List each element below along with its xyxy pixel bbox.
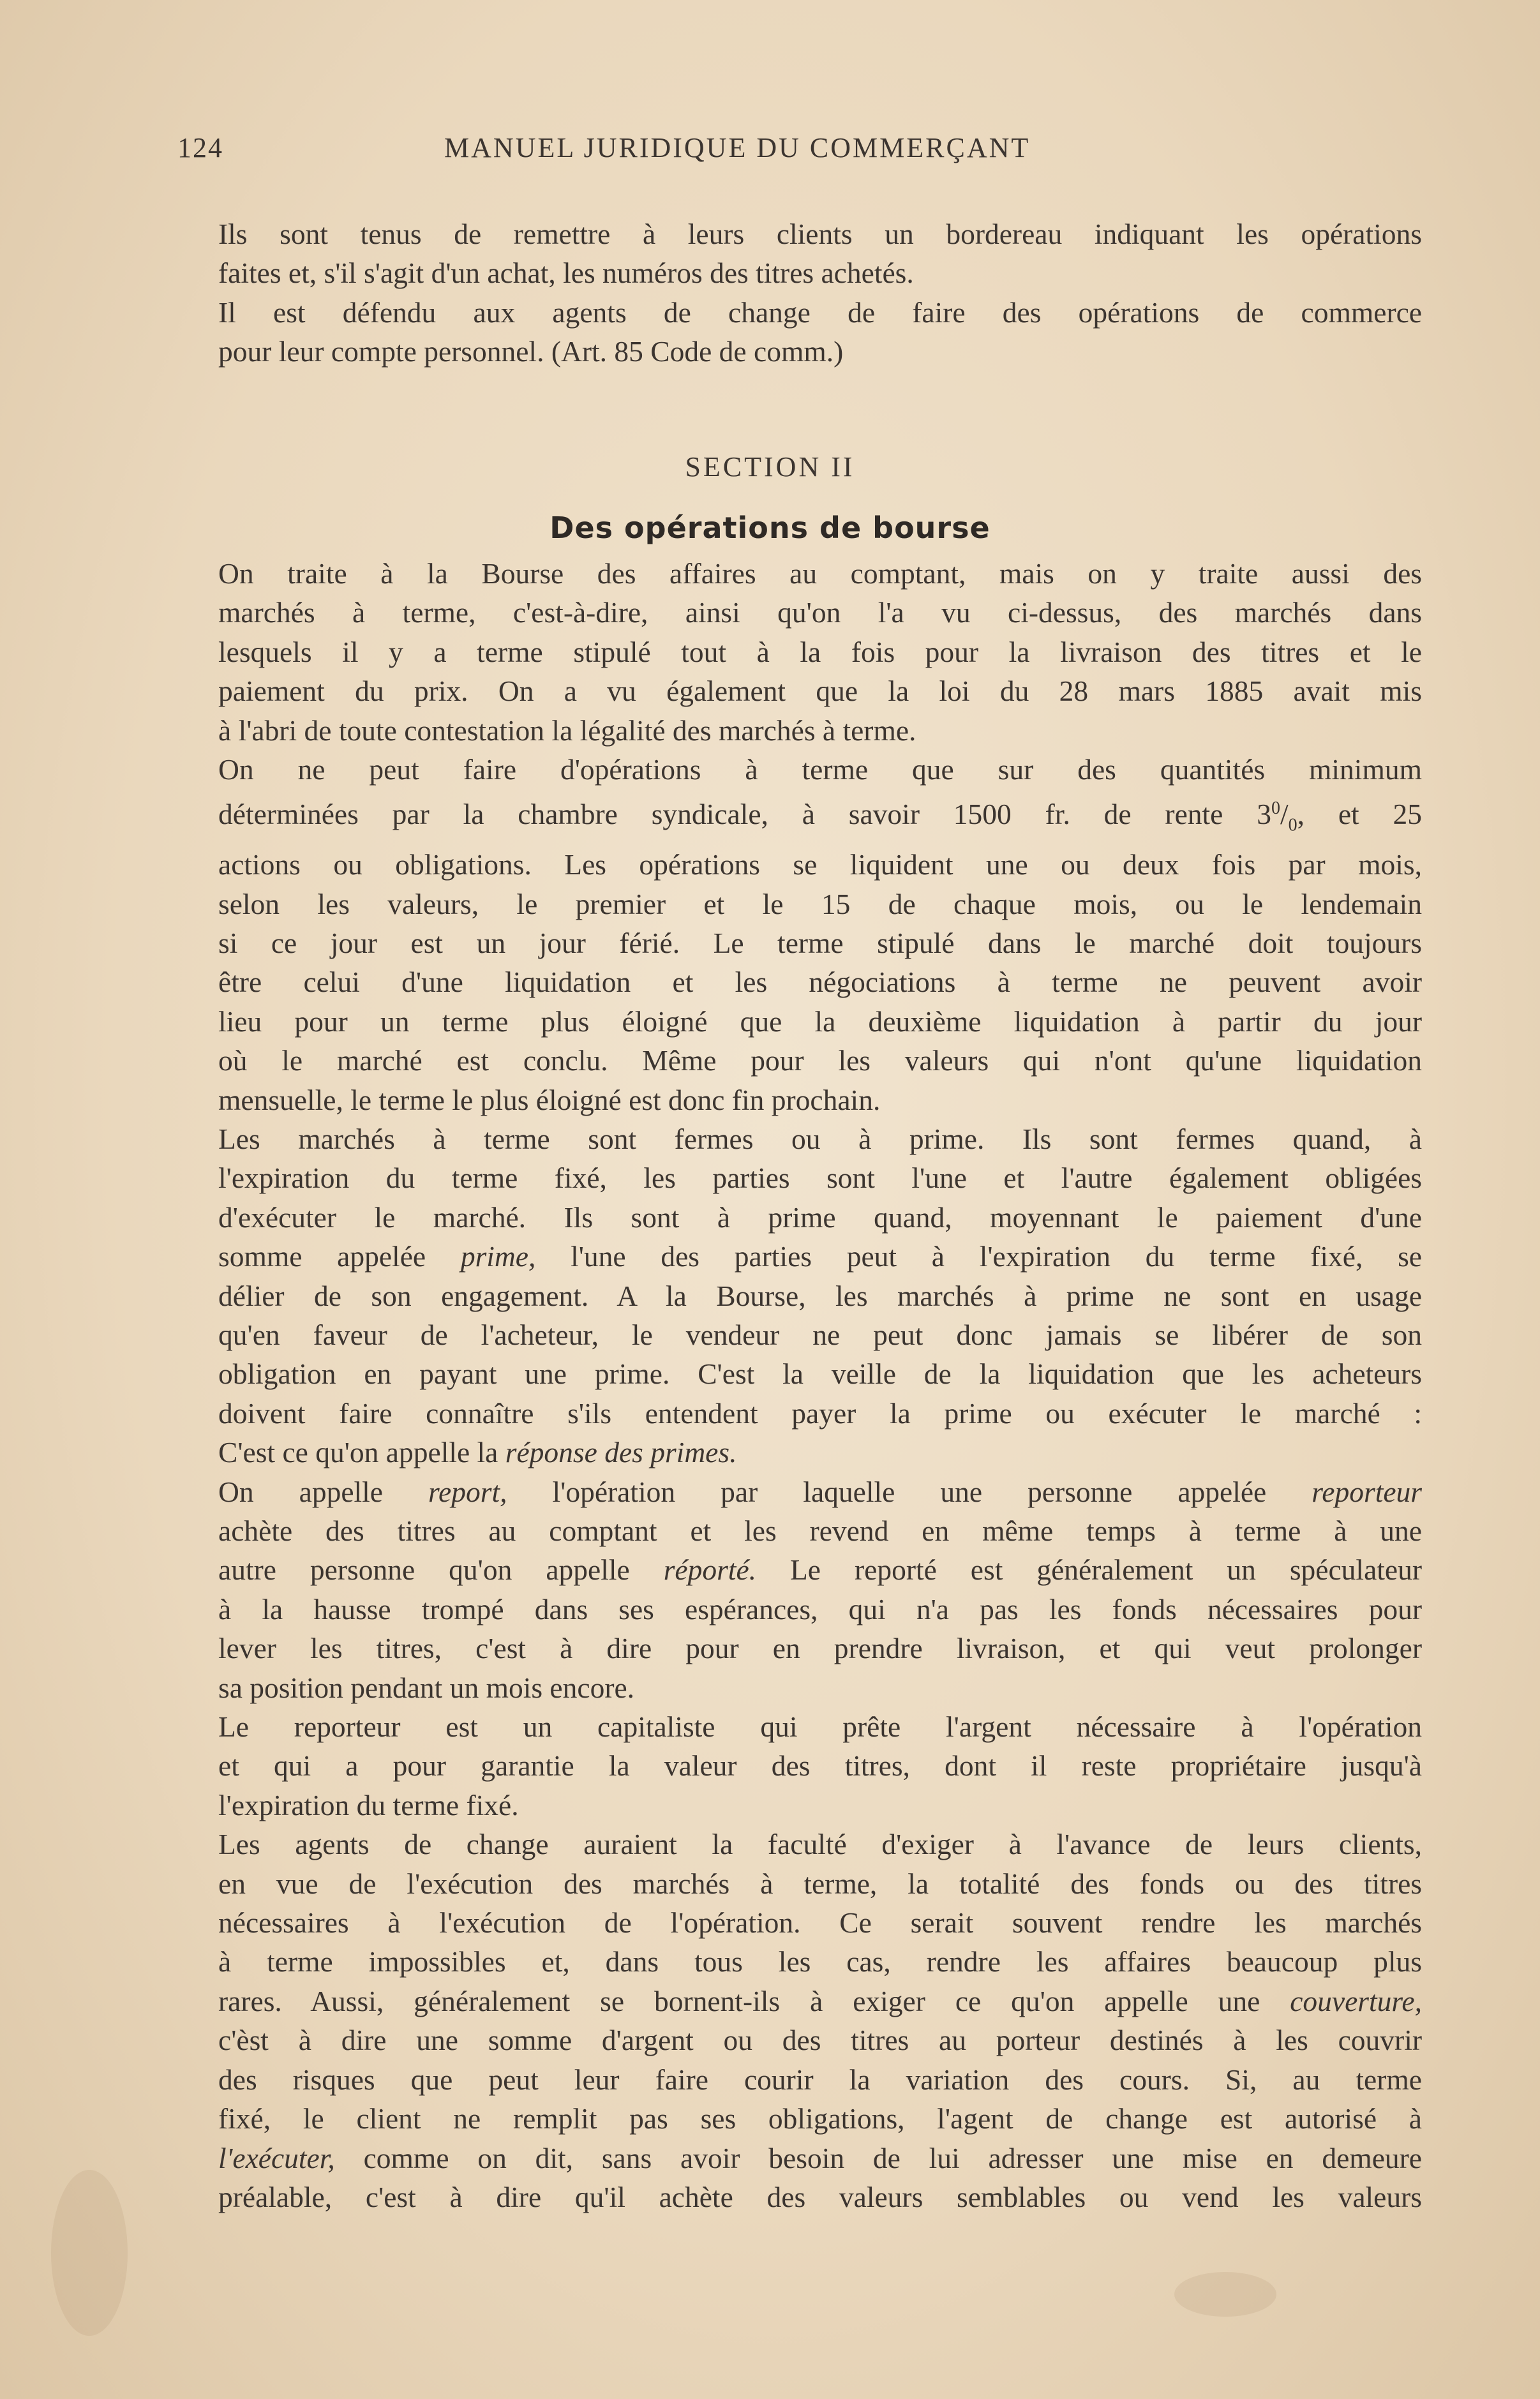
text-line: mensuelle, le terme le plus éloigné est donc fin prochain. [218, 1083, 881, 1116]
text-line: d'exécuter le marché. Ils sont à prime quand, moyennant le paiement d'une [218, 1200, 1422, 1234]
text-line: à terme impossibles et, dans tous les cas, rendre les affaires beaucoup plus [218, 1945, 1422, 1978]
text-line: fixé, le client ne remplit pas ses obligations, l'agent de change est autorisé à [218, 2102, 1422, 2135]
text-line: lever les titres, c'est à dire pour en prendre livraison, et qui veut prolonger [218, 1632, 1422, 1665]
section-label: SECTION II [685, 451, 855, 482]
text-line [177, 789, 1422, 845]
text-line: selon les valeurs, le premier et le 15 de chaque mois, ou le lendemain [218, 887, 1422, 920]
italic-term: réporté. [663, 1553, 757, 1587]
text-line [177, 1433, 1422, 1472]
text-run: l'opération par laquelle une personne appelée [507, 1475, 1312, 1508]
text-line [177, 2139, 1422, 2178]
text-line: On traite à la Bourse des affaires au comptant, mais on y traite aussi des [218, 557, 1422, 590]
page-number: 124 [177, 132, 223, 163]
text-line: marchés à terme, c'est-à-dire, ainsi qu'on l'a vu ci-dessus, des marchés dans [218, 596, 1422, 629]
italic-term: report, [428, 1475, 507, 1508]
section-body [177, 554, 1422, 2216]
text-run: l'une des parties peut à l'expiration du terme fixé, se [535, 1240, 1422, 1273]
text-run: On appelle [218, 1475, 429, 1508]
text-line: Ils sont tenus de remettre à leurs clients un bordereau indiquant les opérations [218, 218, 1422, 250]
text-line: achète des titres au comptant et les revend en même temps à terme à une [218, 1514, 1422, 1547]
text-line: à la hausse trompé dans ses espérances, qui n'a pas les fonds nécessaires pour [218, 1592, 1422, 1625]
text-line: doivent faire connaître s'ils entendent payer la prime ou exécuter le marché : [218, 1396, 1422, 1430]
paragraph [177, 1825, 1422, 2216]
text-line: et qui a pour garantie la valeur des titres, dont il reste propriétaire jusqu'à [218, 1749, 1422, 1782]
text-run: Le reporté est généralement un spéculateur [756, 1553, 1423, 1587]
text-line [177, 1237, 1422, 1276]
paragraph [177, 554, 1422, 750]
section-title: Des opérations de bourse [549, 511, 991, 545]
text-line: si ce jour est un jour férié. Le terme stipulé dans le marché doit toujours [218, 926, 1422, 959]
text-line: c'èst à dire une somme d'argent ou des titres au porteur destinés à les couvrir [218, 2024, 1422, 2057]
paragraph [177, 214, 1422, 293]
paragraph [177, 1707, 1422, 1825]
text-run: rares. Aussi, généralement se bornent-ils à exiger ce qu'on appelle une [218, 1984, 1290, 2017]
intro-text [177, 214, 1422, 371]
italic-term: prime, [460, 1240, 536, 1273]
italic-term: couverture, [1290, 1984, 1422, 2017]
text-line: paiement du prix. On a vu également que la loi du 28 mars 1885 avait mis [218, 675, 1422, 708]
text-line: délier de son engagement. A la Bourse, les marchés à prime ne sont en usage [218, 1279, 1422, 1312]
text-run: somme appelée [218, 1240, 461, 1273]
paragraph [177, 293, 1422, 371]
text-line [177, 1550, 1422, 1589]
text-run: C'est ce qu'on appelle la [218, 1436, 505, 1469]
text-line: des risques que peut leur faire courir la variation des cours. Si, au terme [218, 2063, 1422, 2096]
text-line: Il est défendu aux agents de change de faire des opérations de commerce [218, 295, 1422, 329]
text-run: déterminées par la chambre syndicale, à savoir 1500 fr. de rente 3 [218, 798, 1271, 831]
text-line [177, 1982, 1422, 2021]
text-line: pour leur compte personnel. (Art. 85 Code de comm.) [218, 335, 844, 368]
paragraph [177, 1119, 1422, 1472]
text-line: Les marchés à terme sont fermes ou à prime. Ils sont fermes quand, à [218, 1122, 1422, 1155]
text-line: qu'en faveur de l'acheteur, le vendeur ne peut donc jamais se libérer de son [218, 1318, 1422, 1351]
text-line: faites et, s'il s'agit d'un achat, les numéros des titres achetés. [218, 257, 914, 290]
text-run: / [1280, 798, 1289, 831]
text-line: être celui d'une liquidation et les négociations à terme ne peuvent avoir [218, 966, 1422, 999]
text-line: où le marché est conclu. Même pour les valeurs qui n'ont qu'une liquidation [218, 1044, 1422, 1077]
text-line: lieu pour un terme plus éloigné que la deuxième liquidation à partir du jour [218, 1005, 1422, 1038]
text-run: comme on dit, sans avoir besoin de lui adresser une mise en demeure [334, 2141, 1422, 2174]
text-run: , et 25 [1297, 798, 1422, 831]
italic-term: l'exécuter, [218, 2141, 335, 2174]
superscript: 0 [1271, 798, 1280, 819]
text-line: l'expiration du terme fixé. [218, 1788, 519, 1821]
text-line: Les agents de change auraient la faculté d'exiger à l'avance de leurs clients, [218, 1828, 1422, 1861]
text-line: lesquels il y a terme stipulé tout à la fois pour la livraison des titres et le [218, 635, 1422, 668]
text-line [177, 1472, 1422, 1511]
italic-term: reporteur [1312, 1475, 1422, 1508]
text-run: autre personne qu'on appelle [218, 1553, 664, 1587]
text-line: préalable, c'est à dire qu'il achète des valeurs semblables ou vend les valeurs [218, 2180, 1422, 2213]
paragraph [177, 1472, 1422, 1707]
text-line: sa position pendant un mois encore. [218, 1671, 635, 1704]
running-header [177, 131, 1148, 170]
text-line: nécessaires à l'exécution de l'opération. Ce serait souvent rendre les marchés [218, 1906, 1422, 1939]
paragraph [177, 750, 1422, 1119]
text-line: On ne peut faire d'opérations à terme que sur des quantités minimum [218, 753, 1422, 786]
running-title: MANUEL JURIDIQUE DU COMMERÇANT [444, 132, 1031, 163]
text-line: à l'abri de toute contestation la légalité des marchés à terme. [218, 714, 916, 747]
text-line: en vue de l'exécution des marchés à terme, la totalité des fonds ou des titres [218, 1867, 1422, 1900]
text-line: actions ou obligations. Les opérations se liquident une ou deux fois par mois, [218, 848, 1422, 881]
paper-stain [1174, 2272, 1276, 2317]
italic-term: réponse des primes. [505, 1436, 737, 1469]
paper-stain [51, 2170, 128, 2336]
text-line: Le reporteur est un capitaliste qui prête l'argent nécessaire à l'opération [218, 1710, 1422, 1744]
subscript: 0 [1288, 815, 1297, 835]
text-line: l'expiration du terme fixé, les parties sont l'une et l'autre également obligées [218, 1162, 1422, 1195]
text-line: obligation en payant une prime. C'est la veille de la liquidation que les acheteurs [218, 1357, 1422, 1391]
